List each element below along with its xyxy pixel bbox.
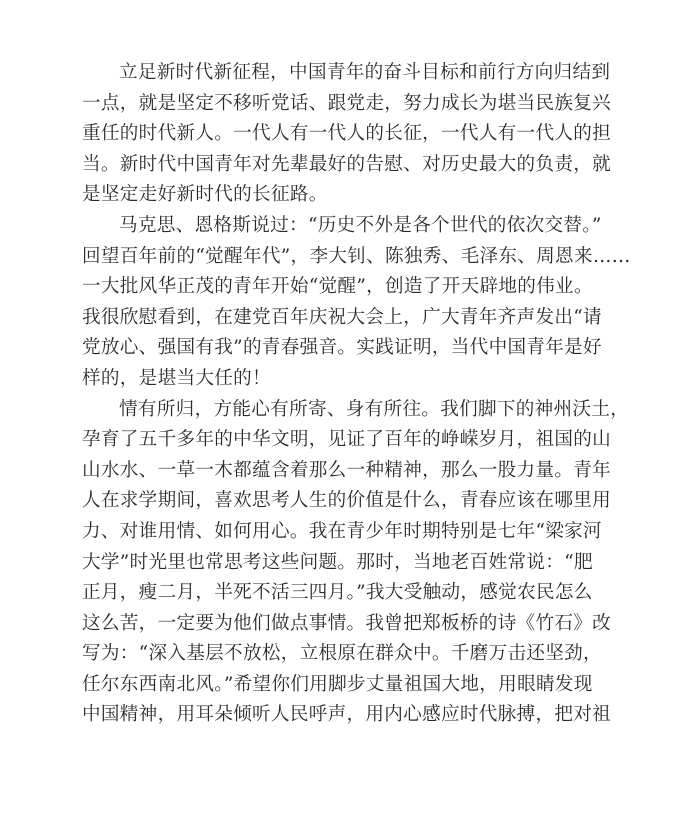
text-line: 立足新时代新征程，中国青年的奋斗目标和前行方向归结到 — [119, 62, 611, 83]
text-line: 情有所归，方能心有所寄、身有所往。我们脚下的神州沃土， — [119, 398, 630, 420]
text-line: 一点，就是坚定不移听党话、跟党走，努力成长为堪当民族复兴 — [82, 92, 612, 114]
text-line: 正月，瘦二月，半死不活三四月。”我大受触动，感觉农民怎么 — [82, 582, 593, 604]
text-line: 中国精神，用耳朵倾听人民呼声，用内心感应时代脉搏，把对祖 — [82, 704, 612, 726]
text-line: 一大批风华正茂的青年开始“觉醒”，创造了开天辟地的伟业。 — [82, 276, 593, 298]
text-line: 样的，是堪当大任的！ — [82, 367, 271, 389]
text-line: 人在求学期间，喜欢思考人生的价值是什么，青春应该在哪里用 — [82, 490, 612, 512]
text-line: 当。新时代中国青年对先辈最好的告慰、对历史最大的负责，就 — [82, 153, 612, 175]
text-line: 是坚定走好新时代的长征路。 — [82, 184, 328, 206]
text-line: 回望百年前的“觉醒年代”，李大钊、陈独秀、毛泽东、周恩来…… — [82, 245, 631, 267]
text-line: 重任的时代新人。一代人有一代人的长征，一代人有一代人的担 — [82, 123, 612, 145]
text-line: 任尔东西南北风。”希望你们用脚步丈量祖国大地，用眼睛发现 — [82, 673, 593, 695]
text-line: 这么苦，一定要为他们做点事情。我曾把郑板桥的诗《竹石》改 — [82, 612, 612, 634]
text-line: 马克思、恩格斯说过：“历史不外是各个世代的依次交替。” — [119, 214, 602, 236]
text-line: 大学”时光里也常思考这些问题。那时，当地老百姓常说：“肥 — [82, 551, 593, 573]
text-line: 党放心、强国有我”的青春强音。实践证明，当代中国青年是好 — [82, 337, 602, 359]
text-line: 我很欣慰看到，在建党百年庆祝大会上，广大青年齐声发出“请 — [82, 306, 602, 328]
text-line: 力、对谁用情、如何用心。我在青少年时期特别是七年“梁家河 — [82, 520, 602, 542]
paragraph-1 — [82, 58, 612, 211]
paragraph-3 — [82, 395, 630, 732]
paragraph-2 — [82, 211, 631, 395]
document-body — [82, 58, 631, 731]
text-line: 写为：“深入基层不放松，立根原在群众中。千磨万击还坚劲， — [82, 643, 602, 665]
text-line: 孕育了五千多年的中华文明，见证了百年的峥嵘岁月，祖国的山 — [82, 429, 612, 451]
text-line: 山水水、一草一木都蕴含着那么一种精神，那么一股力量。青年 — [82, 459, 612, 481]
